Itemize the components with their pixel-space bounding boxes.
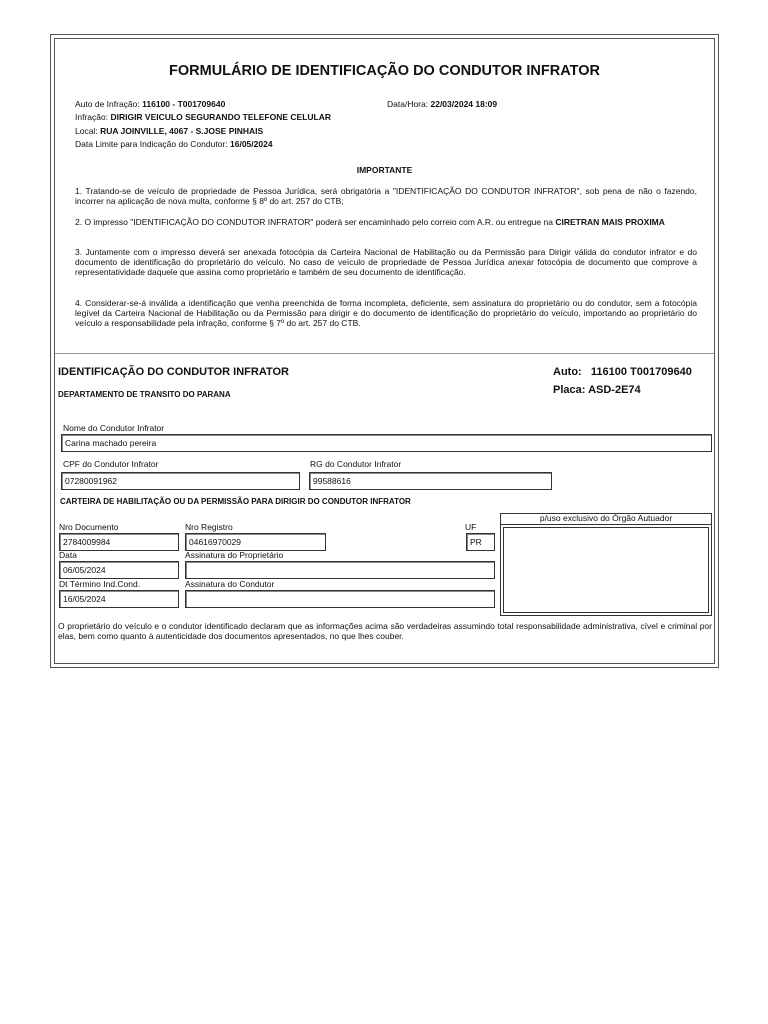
datahora-value: 22/03/2024 18:09 [430, 99, 498, 109]
local-label: Local: [75, 126, 98, 136]
dtterm-field[interactable]: 16/05/2024 [59, 590, 179, 608]
orgao-autuador-box [500, 513, 712, 616]
section-title: IDENTIFICAÇÃO DO CONDUTOR INFRATOR [58, 366, 289, 378]
limite-line [75, 139, 273, 149]
nroreg-field[interactable]: 04616970029 [185, 533, 326, 551]
form-outer-border [50, 34, 719, 668]
rg-field[interactable]: 99588616 [309, 472, 552, 490]
cnh-title: CARTEIRA DE HABILITAÇÃO OU DA PERMISSÃO PARA DIRIGIR DO CONDUTOR INFRATOR [60, 497, 411, 506]
auto-label: Auto de Infração: [75, 99, 140, 109]
auto-value: 116100 - T001709640 [142, 99, 226, 109]
local-value: RUA JOINVILLE, 4067 - S.JOSE PINHAIS [100, 126, 264, 136]
limite-label: Data Limite para Indicação do Condutor: [75, 139, 228, 149]
footer-declaration: O proprietário do veículo e o condutor identificado declaram que as informações acima são verdadeiras assumindo total responsabilidade administrativa, cível e criminal por elas, bem como quanto à autenticidade dos documentos apresentados, no que lhes couber. [58, 621, 712, 641]
auto-infracao-line [75, 99, 225, 109]
form-title: FORMULÁRIO DE IDENTIFICAÇÃO DO CONDUTOR INFRATOR [169, 63, 600, 79]
datahora-label: Data/Hora: [387, 99, 429, 109]
paragraph-4: 4. Considerar-se-á inválida a identificação que venha preenchida de forma incompleta, deficiente, sem assinatura do proprietário ou do condutor, sem a fotocópia legível da Carteira Nacional de Habilitação ou da Permissão para dirigir e do documento de identificação do proprietário do veículo, importando ao proprietário do veículo a responsabilidade pela infração, conforme § 7º do art. 257 do CTB. [75, 298, 697, 328]
nroreg-label: Nro Registro [185, 522, 233, 532]
auto2-value: 116100 T001709640 [590, 366, 692, 378]
uf-field[interactable]: PR [466, 533, 495, 551]
auto-number [553, 366, 692, 378]
data-label: Data [59, 550, 77, 560]
data-field[interactable]: 06/05/2024 [59, 561, 179, 579]
datahora-line [387, 99, 497, 109]
paragraph-2-bold: CIRETRAN MAIS PROXIMA [555, 217, 665, 227]
orgao-autuador-area [503, 527, 709, 613]
infracao-value: DIRIGIR VEICULO SEGURANDO TELEFONE CELULAR [110, 112, 331, 122]
paragraph-1: 1. Tratando-se de veículo de propriedade de Pessoa Jurídica, será obrigatória a "IDENTIFICAÇÃO DO CONDUTOR INFRATOR", sob pena de não o fazendo, incorrer na aplicação de nova multa, conforme § 8º do art. 257 do CTB; [75, 186, 697, 206]
placa-label: Placa: [553, 384, 586, 396]
department-name: DEPARTAMENTO DE TRANSITO DO PARANA [58, 390, 231, 399]
dtterm-label: Dt Término Ind.Cond. [59, 579, 141, 589]
section-divider [55, 353, 714, 354]
nome-label: Nome do Condutor Infrator [63, 423, 165, 433]
cpf-field[interactable]: 07280091962 [61, 472, 300, 490]
placa-value: ASD-2E74 [588, 384, 641, 396]
ass-prop-label: Assinatura do Proprietário [185, 550, 284, 560]
infracao-label: Infração: [75, 112, 109, 122]
nrodoc-label: Nro Documento [59, 522, 119, 532]
ass-cond-label: Assinatura do Condutor [185, 579, 275, 589]
local-line [75, 126, 263, 136]
rg-label: RG do Condutor Infrator [310, 459, 402, 469]
limite-value: 16/05/2024 [230, 139, 273, 149]
paragraph-3: 3. Juntamente com o impresso deverá ser anexada fotocópia da Carteira Nacional de Habilitação ou da Permissão para Dirigir válida do condutor infrator e do documento de identificação do proprietário do veículo. No caso de veículo de propriedade de Pessoa Jurídica anexar fotocópia de documento que comprove a representatividade daquele que assina como proprietário e também de seu documento de identificação. [75, 247, 697, 277]
nrodoc-field[interactable]: 2784009984 [59, 533, 179, 551]
infracao-line [75, 112, 331, 122]
nome-field[interactable]: Carina machado pereira [61, 434, 712, 452]
placa-line [553, 384, 641, 396]
auto2-label: Auto: [553, 366, 582, 378]
orgao-autuador-label: p/uso exclusivo do Órgão Autuador [501, 514, 711, 525]
ass-cond-field[interactable] [185, 590, 495, 608]
cpf-label: CPF do Condutor Infrator [63, 459, 159, 469]
uf-label: UF [465, 522, 477, 532]
ass-prop-field[interactable] [185, 561, 495, 579]
paragraph-2-text: 2. O impresso "IDENTIFICAÇÃO DO CONDUTOR INFRATOR" poderá ser encaminhado pelo correio com A.R. ou entregue na [75, 217, 553, 227]
form-inner-border [54, 38, 715, 664]
importante-heading: IMPORTANTE [356, 165, 413, 175]
paragraph-2 [75, 217, 697, 227]
